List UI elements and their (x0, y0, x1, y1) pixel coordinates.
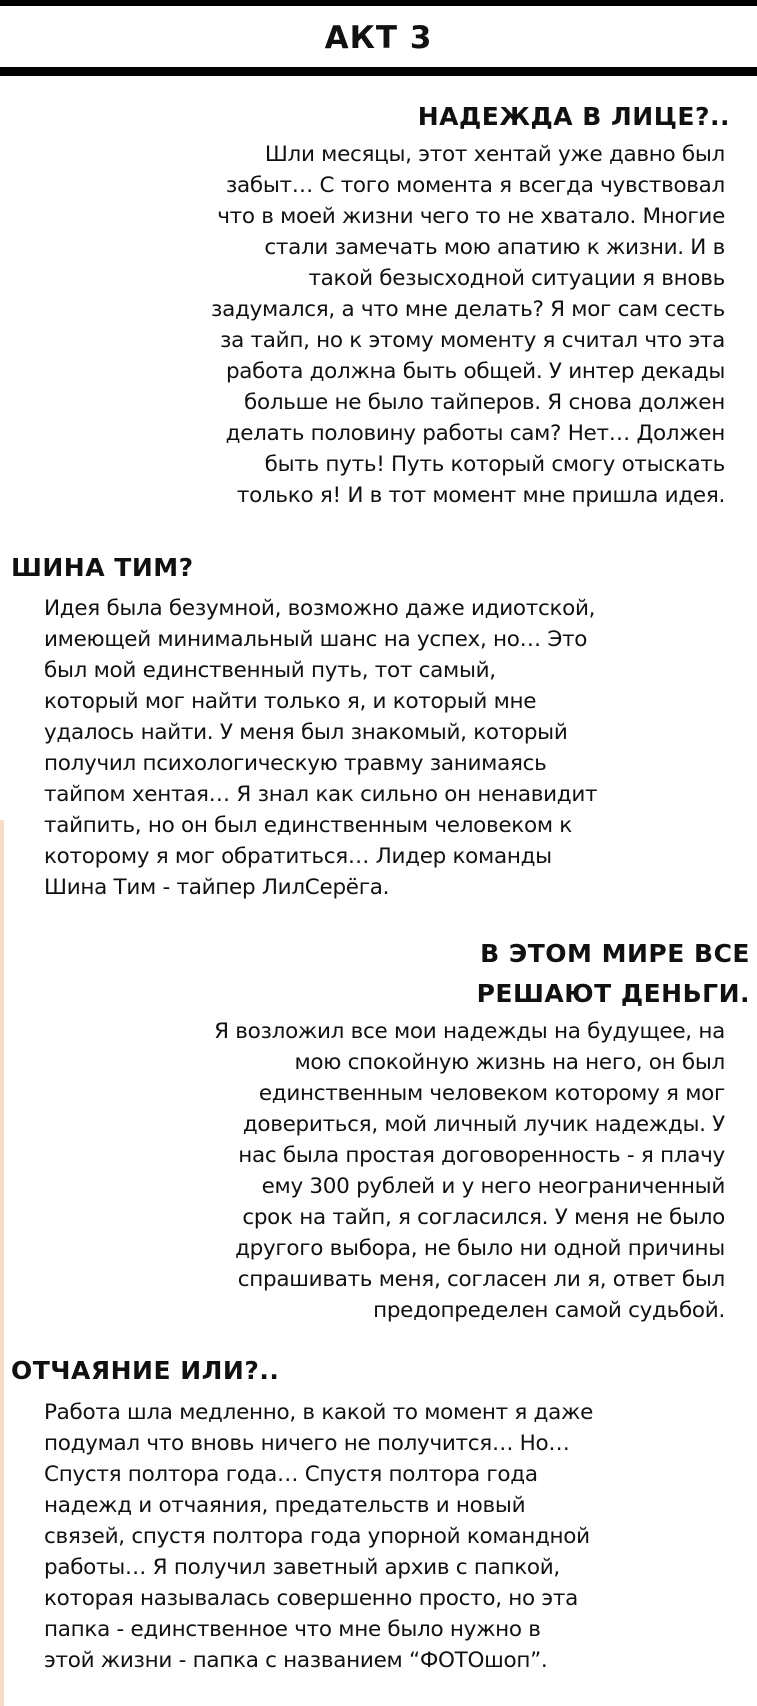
act-title: АКТ 3 (324, 20, 433, 56)
section-heading-hope: НАДЕЖДА В ЛИЦЕ?.. (417, 102, 730, 131)
paragraph-line: работы… Я получил заветный архив с папкой, (44, 1555, 560, 1580)
paragraph-line: забыт… С того момента я всегда чувствовал (225, 173, 725, 198)
paragraph-line: срок на тайп, я согласился. У меня не было (242, 1205, 725, 1230)
paragraph-line: за тайп, но к этому моменту я считал что эта (220, 328, 725, 353)
paragraph-line: Шли месяцы, этот хентай уже давно был (264, 142, 725, 167)
paragraph-line: единственным человеком которому я мог (258, 1081, 725, 1106)
paragraph-line: другого выбора, не было ни одной причины (235, 1236, 725, 1261)
section-heading-shina-team: ШИНА ТИМ? (11, 553, 194, 582)
paragraph-line: такой безысходной ситуации я вновь (308, 266, 725, 291)
top-rule (0, 0, 757, 6)
paragraph-line: имеющей минимальный шанс на успех, но… Это (44, 627, 588, 652)
paragraph-line: работа должна быть общей. У интер декады (225, 359, 725, 384)
paragraph-line: Я возложил все мои надежды на будущее, на (214, 1019, 725, 1044)
paragraph-line: предопределен самой судьбой. (373, 1298, 725, 1323)
paragraph-line: нас была простая договоренность - я плачу (238, 1143, 725, 1168)
section-paragraph-hope (211, 139, 725, 511)
paragraph-line: подумал что вновь ничего не получится… Но… (44, 1431, 570, 1456)
paragraph-line: стали замечать мою апатию к жизни. И в (264, 235, 725, 260)
paragraph-line: Шина Тим - тайпер ЛилСерёга. (44, 875, 390, 900)
heading-line: РЕШАЮТ ДЕНЬГИ. (476, 979, 750, 1008)
section-paragraph-money (214, 1016, 725, 1326)
section-paragraph-shina-team (44, 593, 597, 903)
section-heading-money (477, 934, 750, 1014)
paragraph-line: надежд и отчаяния, предательств и новый (44, 1493, 526, 1518)
paragraph-line: больше не было тайперов. Я снова должен (244, 390, 725, 415)
paragraph-line: папка - единственное что мне было нужно в (44, 1617, 541, 1642)
section-heading-despair: ОТЧАЯНИЕ ИЛИ?.. (11, 1356, 280, 1385)
decorative-side-strip (0, 820, 4, 1706)
paragraph-line: которая называлась совершенно просто, но эта (44, 1586, 579, 1611)
paragraph-line: задумался, а что мне делать? Я мог сам сесть (211, 297, 725, 322)
heading-line: В ЭТОМ МИРЕ ВСЕ (480, 939, 750, 968)
paragraph-line: только я! И в тот момент мне пришла идея. (236, 483, 725, 508)
paragraph-line: ему 300 рублей и у него неограниченный (261, 1174, 725, 1199)
section-paragraph-despair (44, 1397, 593, 1676)
paragraph-line: мою спокойную жизнь на него, он был (294, 1050, 725, 1075)
paragraph-line: связей, спустя полтора года упорной командной (44, 1524, 590, 1549)
paragraph-line: делать половину работы сам? Нет… Должен (225, 421, 725, 446)
paragraph-line: получил психологическую травму занимаясь (44, 751, 547, 776)
paragraph-line: что в моей жизни чего то не хватало. Многие (217, 204, 725, 229)
paragraph-line: которому я мог обратиться… Лидер команды (44, 844, 552, 869)
paragraph-line: удалось найти. У меня был знакомый, который (44, 720, 568, 745)
paragraph-line: Работа шла медленно, в какой то момент я даже (44, 1400, 593, 1425)
paragraph-line: спрашивать меня, согласен ли я, ответ был (237, 1267, 725, 1292)
paragraph-line: тайпом хентая… Я знал как сильно он ненавидит (44, 782, 598, 807)
paragraph-line: был мой единственный путь, тот самый, (44, 658, 496, 683)
title-underline-rule (0, 67, 757, 76)
paragraph-line: тайпить, но он был единственным человеком к (44, 813, 572, 838)
paragraph-line: Идея была безумной, возможно даже идиотской, (44, 596, 596, 621)
paragraph-line: который мог найти только я, и который мне (44, 689, 537, 714)
paragraph-line: быть путь! Путь который смогу отыскать (264, 452, 725, 477)
paragraph-line: довериться, мой личный лучик надежды. У (242, 1112, 725, 1137)
paragraph-line: этой жизни - папка с названием “ФОТОшоп”. (44, 1648, 548, 1673)
paragraph-line: Спустя полтора года… Спустя полтора года (44, 1462, 538, 1487)
